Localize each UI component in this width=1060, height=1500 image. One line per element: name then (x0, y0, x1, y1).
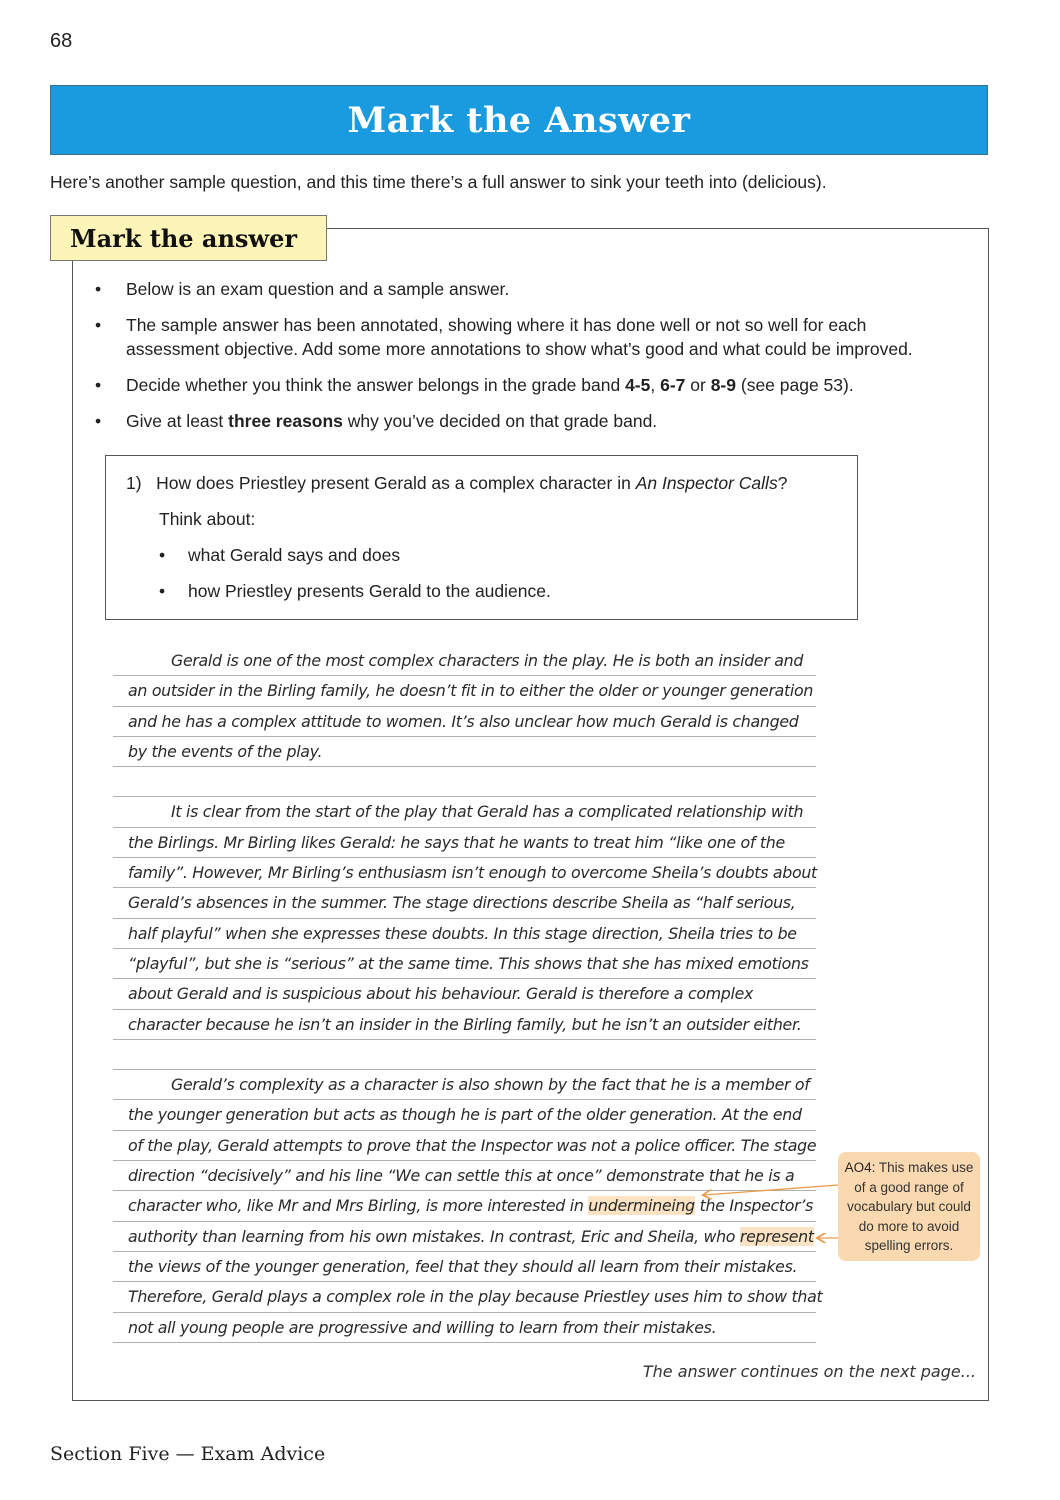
bullet-icon: • (95, 279, 102, 299)
bullet-icon: • (95, 374, 102, 395)
page-title: Mark the Answer (347, 99, 691, 141)
instruction-item: • The sample answer has been annotated, showing where it has done well or not so well for each assessment objective. Add some more annotations to show what’s good and what could be improved. (95, 315, 913, 359)
answer-line: half playful” when she expresses these doubts. In this stage direction, Sheila tries to be (113, 919, 816, 949)
annotation-label: AO4: (844, 1160, 876, 1175)
highlighted-word: undermineing (588, 1196, 695, 1216)
bullet-icon: • (95, 410, 102, 431)
highlighted-word: represent (739, 1226, 814, 1246)
question-point: • what Gerald says and does (159, 545, 401, 565)
answer-line: “playful”, but she is “serious” at the same time. This shows that she has mixed emotions (113, 949, 816, 979)
answer-line: Gerald’s absences in the summer. The stage directions describe Sheila as “half serious, (113, 888, 816, 918)
annotation-text: This makes use of a good range of vocabulary but could do more to avoid spelling errors. (847, 1160, 974, 1253)
blank-line (113, 767, 816, 797)
answer-line: direction “decisively” and his line “We can settle this at once” demonstrate that he is a (113, 1161, 816, 1191)
continues-note: The answer continues on the next page... (642, 1362, 976, 1381)
answer-line: not all young people are progressive and willing to learn from their mistakes. (113, 1313, 816, 1343)
answer-line: and he has a complex attitude to women. It’s also unclear how much Gerald is changed (113, 707, 816, 737)
answer-line: about Gerald and is suspicious about his behaviour. Gerald is therefore a complex (113, 979, 816, 1009)
blank-line (113, 1040, 816, 1070)
answer-line: the views of the younger generation, feel that they should all learn from their mistakes. (113, 1252, 816, 1282)
answer-line: character who, like Mr and Mrs Birling, is more interested in undermineing the Inspector’s (113, 1191, 816, 1221)
answer-line: an outsider in the Birling family, he doesn’t fit in to either the older or younger generation (113, 676, 816, 706)
answer-line: Gerald is one of the most complex characters in the play. He is both an insider and (113, 646, 816, 676)
answer-line: of the play, Gerald attempts to prove that the Inspector was not a police officer. The stage (113, 1131, 816, 1161)
intro-text: Here’s another sample question, and this time there’s a full answer to sink your teeth into (delicious). (50, 172, 827, 192)
question-text: 1) How does Priestley present Gerald as a complex character in An Inspector Calls? (126, 473, 788, 493)
question-point: • how Priestley presents Gerald to the audience. (159, 581, 551, 601)
grade-band: 4-5 (625, 374, 651, 395)
think-about-label: Think about: (159, 509, 256, 529)
answer-line: family”. However, Mr Birling’s enthusiasm isn’t enough to overcome Sheila’s doubts about (113, 858, 816, 888)
section-heading-tab (50, 215, 327, 261)
instruction-item: • Give at least three reasons why you’ve decided on that grade band. (95, 410, 975, 434)
footer-section-title: Section Five — Exam Advice (50, 1443, 326, 1465)
arrow-to-undermineing (704, 1185, 838, 1195)
play-title: An Inspector Calls (635, 473, 778, 493)
answer-line: the younger generation but acts as though he is part of the older generation. At the end (113, 1100, 816, 1130)
instruction-item: • Decide whether you think the answer belongs in the grade band 4-5, 6-7 or 8-9 (see page 53). (95, 374, 975, 398)
answer-line: Gerald’s complexity as a character is also shown by the fact that he is a member of (113, 1070, 816, 1100)
grade-band: 8-9 (710, 374, 736, 395)
grade-band: 6-7 (660, 374, 686, 395)
answer-line: Therefore, Gerald plays a complex role in the play because Priestley uses him to show that (113, 1282, 816, 1312)
answer-line: character because he isn’t an insider in the Birling family, but he isn’t an outsider either. (113, 1010, 816, 1040)
instruction-item: • Below is an exam question and a sample answer. (95, 278, 975, 302)
exam-question-box (105, 455, 858, 620)
ao4-annotation (838, 1152, 980, 1261)
page-number: 68 (50, 30, 73, 52)
bullet-icon: • (159, 581, 166, 601)
annotation-arrows (690, 1175, 840, 1245)
answer-line: by the events of the play. (113, 737, 816, 767)
answer-line: authority than learning from his own mistakes. In contrast, Eric and Sheila, who represent (113, 1222, 816, 1252)
answer-line: the Birlings. Mr Birling likes Gerald: he says that he wants to treat him “like one of the (113, 828, 816, 858)
bullet-icon: • (159, 545, 166, 565)
title-banner (50, 85, 988, 155)
bullet-icon: • (95, 315, 102, 335)
answer-line: It is clear from the start of the play that Gerald has a complicated relationship with (113, 797, 816, 827)
question-number: 1) (126, 473, 142, 493)
instruction-list (95, 278, 975, 446)
section-heading: Mark the answer (70, 223, 297, 253)
